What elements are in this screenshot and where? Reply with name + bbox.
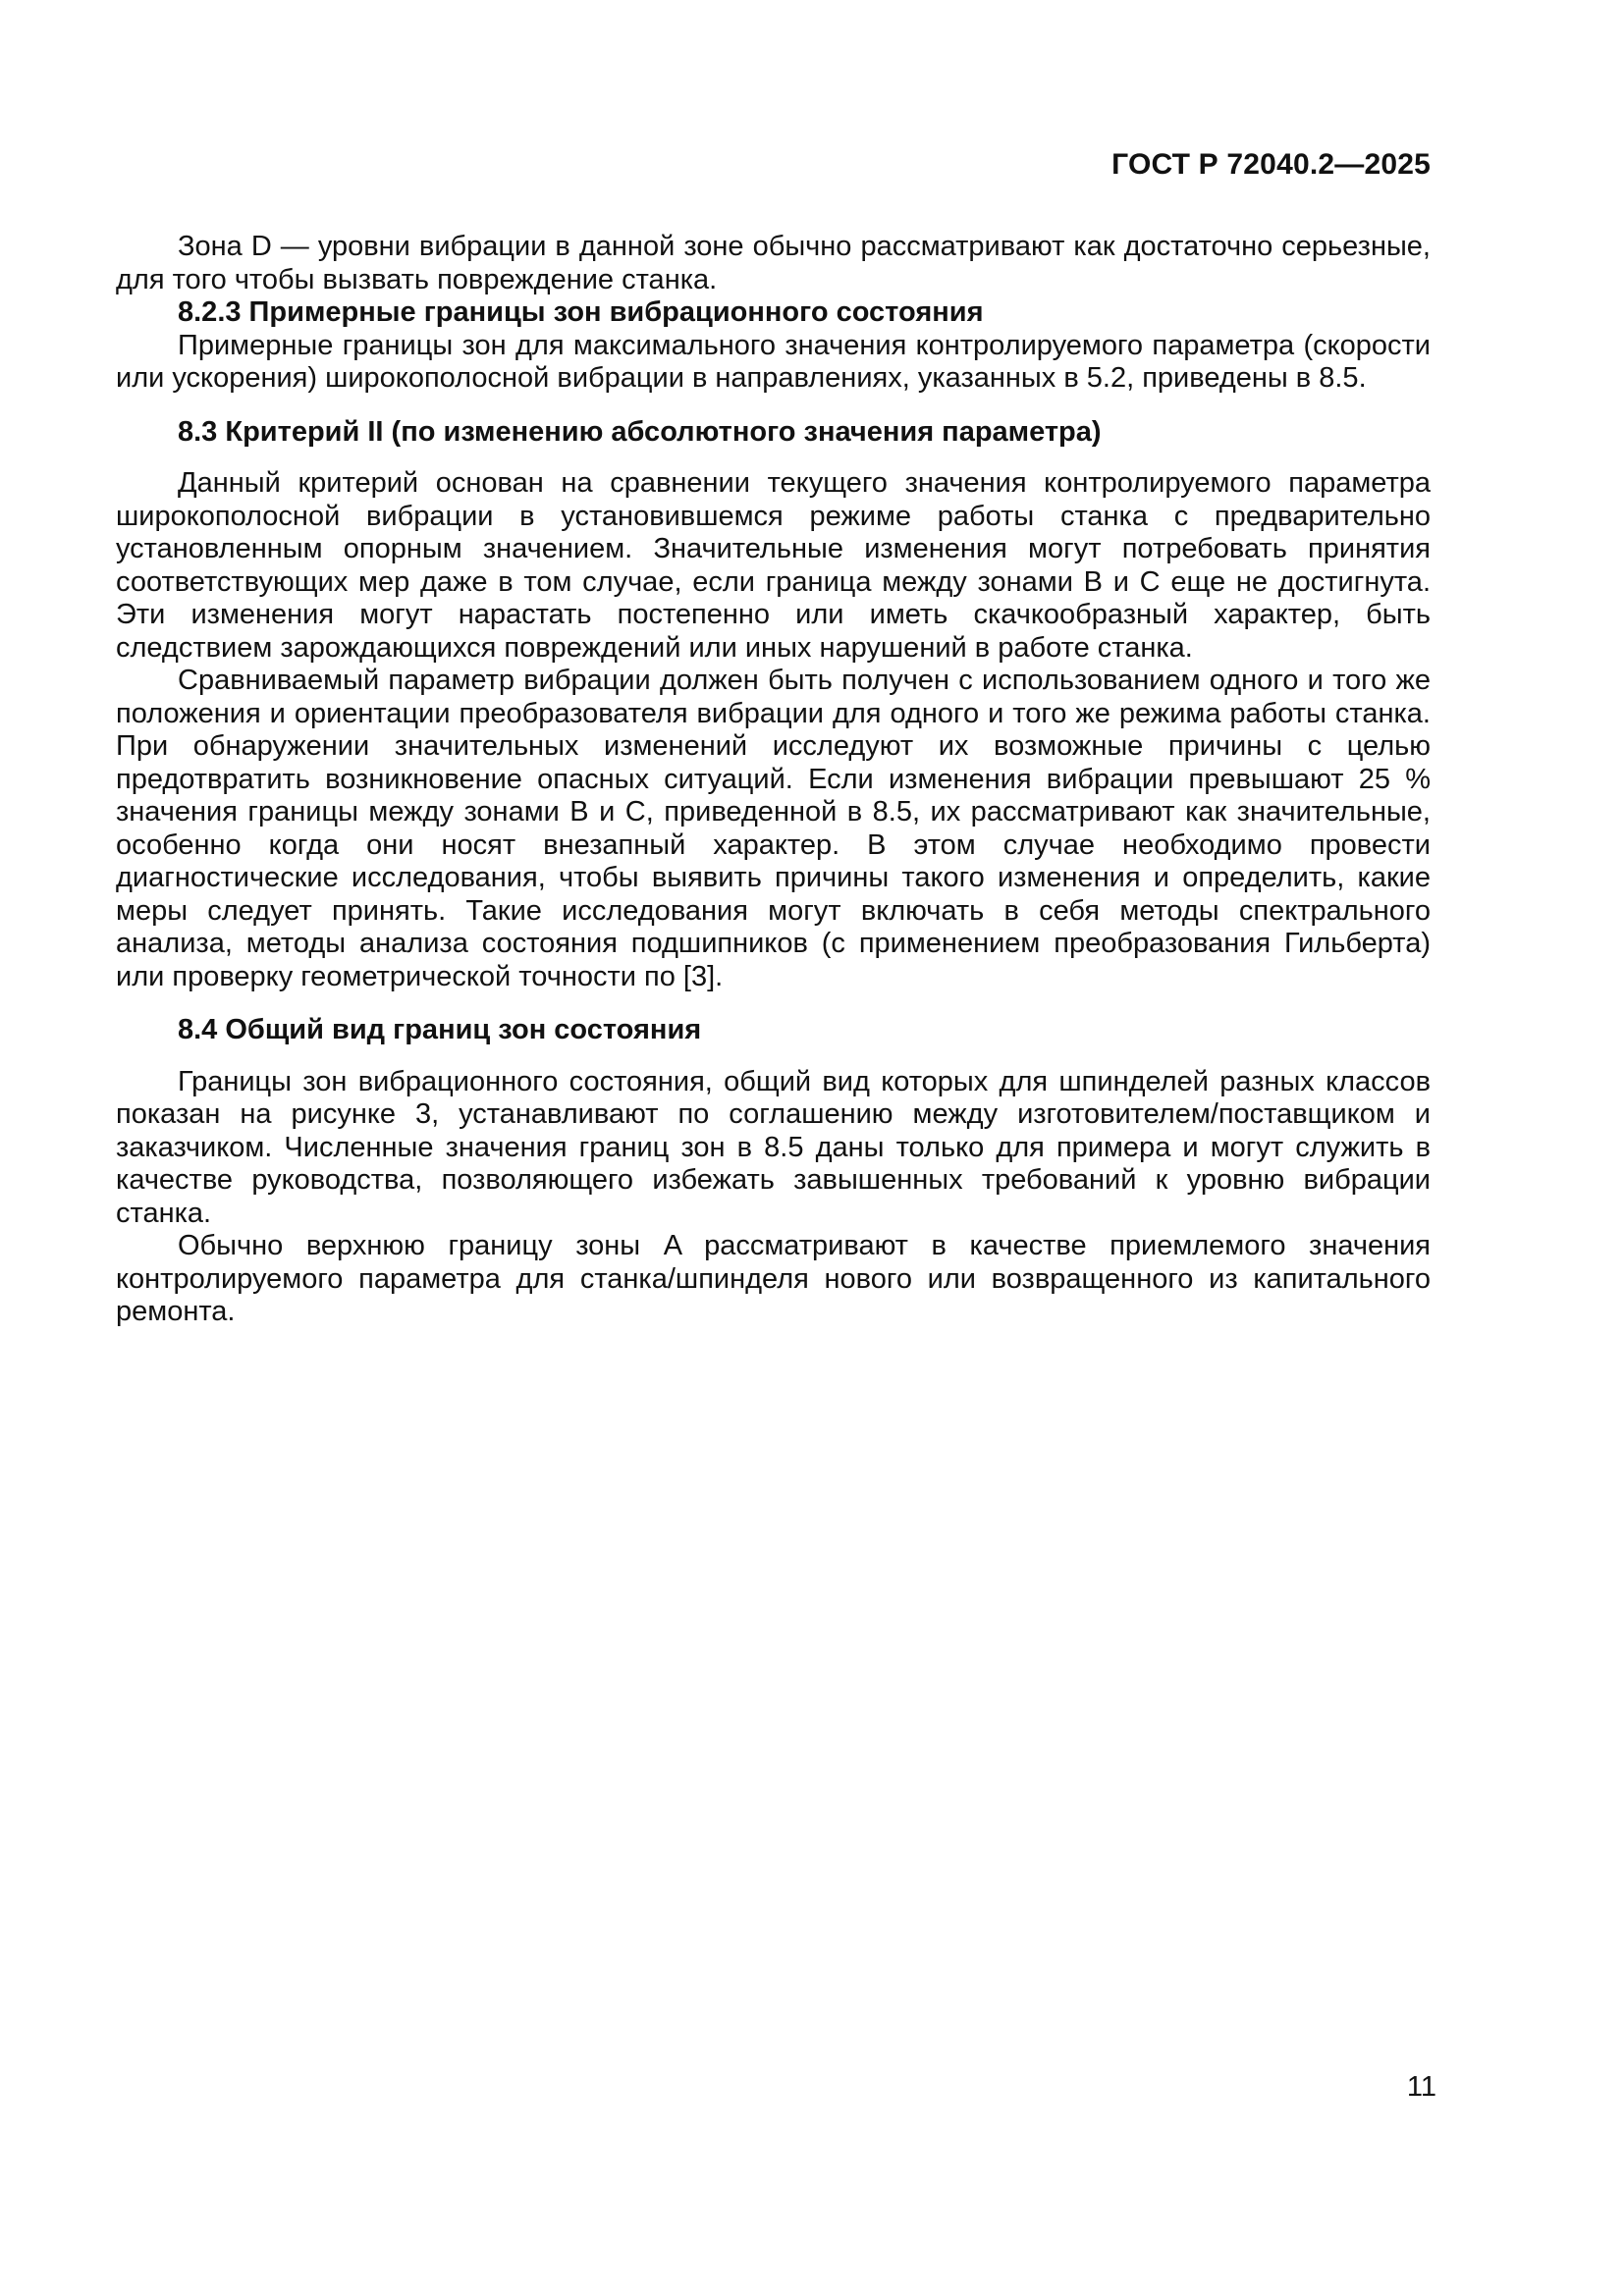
paragraph-8-4-second: Обычно верхнюю границу зоны A рассматривают в качестве приемлемого значения контролируемого параметра для станка/шпинделя нового или возвращенного из капитального ремонта. [116, 1230, 1431, 1327]
paragraph-8-4-first: Границы зон вибрационного состояния, общий вид которых для шпинделей разных классов показан на рисунке 3, устанавливают по соглашению между изготовителем/поставщиком и заказчиком. Численные значения границ зон в 8.5 даны только для примера и могут служить в качестве руководства, позволяющего избежать завышенных требований к уровню вибрации станка. [116, 1065, 1431, 1229]
paragraph-zone-d: Зона D — уровни вибрации в данной зоне обычно рассматривают как достаточно серьезные, для того чтобы вызвать повреждение станка. [116, 231, 1431, 295]
document-body [116, 231, 1431, 1329]
running-header-standard-number: ГОСТ Р 72040.2—2025 [1111, 148, 1431, 181]
heading-8-2-3: 8.2.3 Примерные границы зон вибрационного состояния [178, 296, 984, 328]
paragraph-8-3-first: Данный критерий основан на сравнении текущего значения контролируемого параметра широкополосной вибрации в установившемся режиме работы станка с предварительно установленным опорным значением. Значительные изменения могут потребовать принятия соответствующих мер даже в том случае, если граница между зонами B и C еще не достигнута. Эти изменения могут нарастать постепенно или иметь скачкообразный характер, быть следствием зарождающихся повреждений или иных нарушений в работе станка. [116, 467, 1431, 664]
page-number: 11 [1406, 2071, 1436, 2103]
paragraph-8-3-second: Сравниваемый параметр вибрации должен быть получен с использованием одного и того же положения и ориентации преобразователя вибрации для одного и того же режима работы станка. При обнаружении значительных изменений исследуют их возможные причины с целью предотвратить возникновение опасных ситуаций. Если изменения вибрации превышают 25 % значения границы между зонами B и C, приведенной в 8.5, их рассматривают как значительные, особенно когда они носят внезапный характер. В этом случае необходимо провести диагностические исследования, чтобы выявить причины такого изменения и определить, какие меры следует принять. Такие исследования могут включать в себя методы спектрального анализа, методы анализа состояния подшипников (с применением преобразования Гильберта) или проверку геометрической точности по [3]. [116, 665, 1431, 992]
heading-8-3: 8.3 Критерий II (по изменению абсолютного значения параметра) [178, 415, 1102, 448]
heading-8-4: 8.4 Общий вид границ зон состояния [178, 1014, 702, 1045]
paragraph-8-2-3: Примерные границы зон для максимального значения контролируемого параметра (скорости или ускорения) широкополосной вибрации в направлениях, указанных в 5.2, приведены в 8.5. [116, 329, 1431, 394]
